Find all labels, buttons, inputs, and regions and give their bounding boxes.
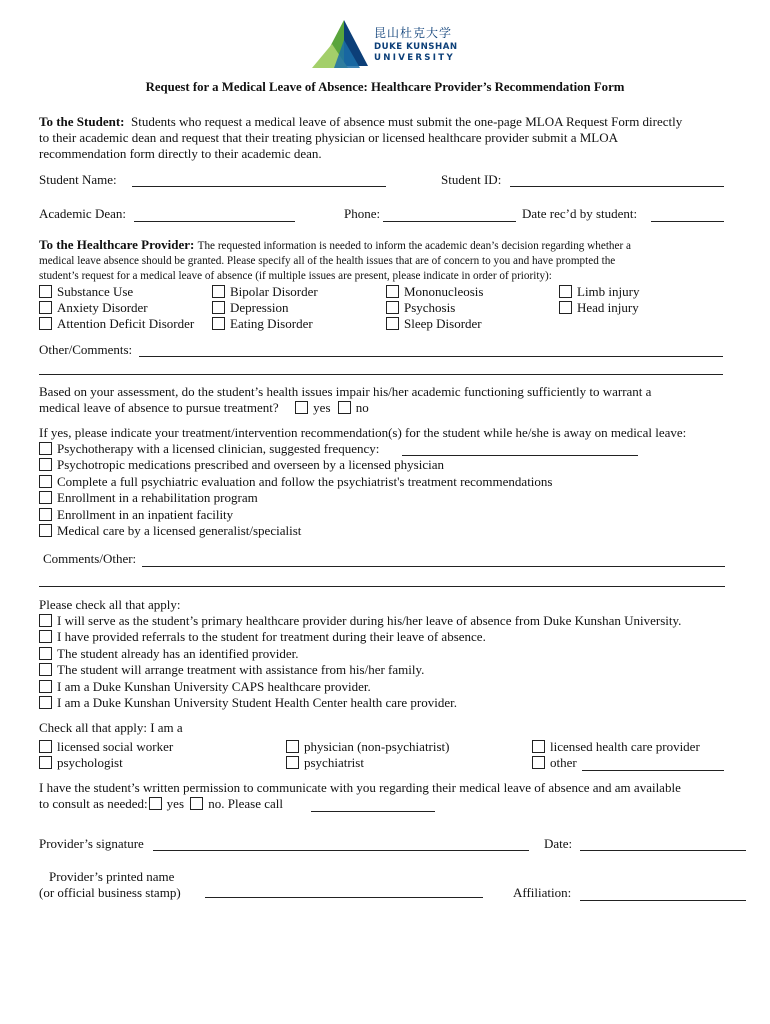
statement-label: I have provided referrals to the student for treatment during their leave of absence. (57, 629, 486, 645)
checkbox[interactable] (149, 797, 162, 810)
issue-option[interactable] (39, 316, 194, 332)
provider-intro-line1: The requested information is needed to inform the academic dean’s decision regarding whether a (197, 240, 631, 252)
recommendation-label: Enrollment in a rehabilitation program (57, 490, 258, 506)
issue-label: Depression (230, 300, 289, 315)
role-label: licensed health care provider (550, 739, 700, 754)
student-id-label: Student ID: (441, 172, 502, 187)
issue-option[interactable] (39, 300, 148, 316)
recommendation-label: Enrollment in an inpatient facility (57, 506, 234, 522)
checkbox[interactable] (212, 301, 225, 314)
comments-other-field[interactable] (142, 566, 725, 567)
student-name-field[interactable] (132, 186, 386, 187)
issue-option[interactable] (386, 300, 455, 316)
printed-name-sublabel: (or official business stamp) (39, 885, 181, 900)
checkbox[interactable] (295, 401, 308, 414)
checkbox[interactable] (39, 317, 52, 330)
role-option[interactable] (39, 755, 123, 771)
recommendation-label: Psychotropic medications prescribed and overseen by a licensed physician (57, 457, 444, 473)
other-comments-field[interactable] (139, 356, 723, 357)
checkbox[interactable] (338, 401, 351, 414)
issue-label: Bipolar Disorder (230, 284, 318, 299)
check-all-intro: Please check all that apply: (39, 597, 181, 612)
printed-name-field[interactable] (205, 897, 483, 898)
checkbox[interactable] (190, 797, 203, 810)
issue-label: Limb injury (577, 284, 640, 299)
checkbox[interactable] (286, 756, 299, 769)
comments-other-label: Comments/Other: (43, 551, 137, 566)
logo-english-line2: UNIVERSITY (374, 53, 455, 63)
recommendation-item[interactable] (39, 457, 552, 473)
statement-label: I am a Duke Kunshan University Student Health Center health care provider. (57, 695, 457, 711)
student-instructions (39, 114, 739, 162)
yes-label: yes (313, 400, 331, 415)
role-option[interactable] (39, 739, 173, 755)
issue-option[interactable] (559, 300, 639, 316)
statement-item[interactable] (39, 662, 681, 678)
recommendation-item[interactable] (39, 523, 552, 539)
phone-label: Phone: (344, 206, 381, 221)
checkbox[interactable] (39, 442, 52, 455)
form-title: Request for a Medical Leave of Absence: Healthcare Provider’s Recommendation Form (145, 80, 625, 94)
provider-statements-list (39, 613, 681, 711)
checkbox[interactable] (39, 740, 52, 753)
role-label: licensed social worker (57, 739, 174, 754)
date-received-field[interactable] (651, 221, 724, 222)
assessment-no-option[interactable] (334, 400, 369, 415)
student-name-label: Student Name: (39, 172, 117, 187)
role-label: psychiatrist (304, 755, 364, 770)
issue-option[interactable] (212, 316, 313, 332)
role-label: psychologist (57, 755, 123, 770)
role-option[interactable] (532, 739, 700, 755)
statement-label: The student already has an identified provider. (57, 645, 299, 661)
logo-chinese-name: 昆山杜克大学 (374, 26, 453, 40)
permission-statement (39, 780, 749, 812)
affiliation-label: Affiliation: (513, 885, 572, 900)
checkbox[interactable] (39, 756, 52, 769)
issue-option[interactable] (39, 284, 133, 300)
role-intro: Check all that apply: I am a (39, 720, 183, 735)
role-label: physician (non-psychiatrist) (304, 739, 450, 754)
checkbox[interactable] (286, 740, 299, 753)
university-logo (312, 18, 462, 70)
provider-intro-line2: medical leave absence should be granted. Please specify all of the health issues that are of concern to you and have prompted the (39, 255, 616, 267)
academic-dean-label: Academic Dean: (39, 206, 126, 221)
checkbox[interactable] (39, 508, 52, 521)
permission-yes-option[interactable] (148, 796, 184, 811)
checkbox[interactable] (386, 301, 399, 314)
affiliation-field[interactable] (580, 900, 746, 901)
statement-label: I am a Duke Kunshan University CAPS healthcare provider. (57, 678, 371, 694)
recommendation-item[interactable] (39, 507, 552, 523)
role-option[interactable] (286, 739, 450, 755)
assessment-line1: Based on your assessment, do the student’s health issues impair his/her academic functioning sufficiently to warrant a (39, 384, 652, 399)
student-intro-line1: Students who request a medical leave of absence must submit the one-page MLOA Request Form directly (130, 114, 683, 129)
role-option[interactable] (532, 755, 577, 771)
phone-field[interactable] (383, 221, 516, 222)
assessment-question (39, 384, 749, 416)
checkbox[interactable] (39, 475, 52, 488)
issue-option[interactable] (386, 284, 483, 300)
checkbox[interactable] (386, 285, 399, 298)
statement-item[interactable] (39, 629, 681, 645)
no-label: no. Please call (208, 796, 283, 811)
statement-item[interactable] (39, 695, 681, 711)
checkbox[interactable] (386, 317, 399, 330)
checkbox[interactable] (532, 756, 545, 769)
recommendation-item[interactable] (39, 490, 552, 506)
checkbox[interactable] (39, 458, 52, 471)
permission-no-option[interactable] (187, 796, 283, 811)
comments-other-field-line2[interactable] (39, 586, 725, 587)
role-option[interactable] (286, 755, 364, 771)
permission-line1: I have the student’s written permission to communicate with you regarding their medical leave of absence and am available (39, 780, 681, 795)
academic-dean-field[interactable] (134, 221, 295, 222)
no-label: no (355, 400, 369, 415)
recommendation-label: Medical care by a licensed generalist/specialist (57, 523, 302, 539)
checkbox[interactable] (39, 491, 52, 504)
checkbox[interactable] (212, 317, 225, 330)
issue-label: Eating Disorder (230, 316, 313, 331)
checkbox[interactable] (39, 647, 52, 660)
provider-intro-line3: student’s request for a medical leave of absence (if multiple issues are present, please indicate in order of priority): (39, 270, 552, 282)
checkbox[interactable] (39, 524, 52, 537)
checkbox[interactable] (39, 630, 52, 643)
student-intro-line3: recommendation form directly to their academic dean. (39, 146, 322, 161)
statement-item[interactable] (39, 679, 681, 695)
issue-label: Anxiety Disorder (57, 300, 148, 315)
provider-instructions (39, 237, 739, 284)
permission-line2: to consult as needed: (39, 796, 148, 811)
recommendation-label: Psychotherapy with a licensed clinician, suggested frequency: (57, 441, 380, 456)
role-label: other (550, 755, 577, 770)
date-field[interactable] (580, 850, 746, 851)
student-intro-heading: To the Student: (39, 114, 125, 129)
statement-item[interactable] (39, 646, 681, 662)
yes-label: yes (166, 796, 185, 811)
issue-label: Head injury (577, 300, 639, 315)
printed-name-label: Provider’s printed name (49, 869, 175, 884)
logo-mark-icon (312, 18, 368, 70)
signature-label: Provider’s signature (39, 836, 144, 851)
checkbox[interactable] (39, 285, 52, 298)
signature-field[interactable] (153, 850, 529, 851)
statement-item[interactable] (39, 613, 681, 629)
date-received-label: Date rec’d by student: (522, 206, 638, 221)
assessment-line2: medical leave of absence to pursue treatment? (39, 400, 279, 415)
checkbox[interactable] (532, 740, 545, 753)
statement-label: I will serve as the student’s primary healthcare provider during his/her leave of absence from Duke Kunshan University. (57, 613, 682, 628)
issue-option[interactable] (559, 284, 639, 300)
issue-label: Substance Use (57, 284, 134, 299)
issue-label: Mononucleosis (404, 284, 484, 299)
other-comments-field-line2[interactable] (39, 374, 723, 375)
student-id-field[interactable] (510, 186, 724, 187)
issue-label: Sleep Disorder (404, 316, 482, 331)
checkbox[interactable] (212, 285, 225, 298)
recommendations-intro: If yes, please indicate your treatment/intervention recommendation(s) for the student while he/she is away on medical leave: (39, 425, 687, 440)
checkbox[interactable] (39, 614, 52, 627)
checkbox[interactable] (39, 663, 52, 676)
checkbox[interactable] (559, 285, 572, 298)
other-comments-label: Other/Comments: (39, 342, 133, 357)
role-other-field[interactable] (582, 770, 724, 771)
issue-option[interactable] (212, 284, 318, 300)
issue-label: Psychosis (404, 300, 456, 315)
issue-option[interactable] (386, 316, 482, 332)
issue-option[interactable] (212, 300, 289, 316)
checkbox[interactable] (39, 301, 52, 314)
logo-english-line1: DUKE KUNSHAN (374, 42, 458, 52)
provider-intro-heading: To the Healthcare Provider: (39, 237, 195, 252)
contact-phone-field[interactable] (311, 811, 435, 812)
assessment-yes-option[interactable] (285, 400, 330, 415)
frequency-field[interactable] (402, 455, 638, 456)
recommendation-item[interactable] (39, 474, 552, 490)
statement-label: The student will arrange treatment with assistance from his/her family. (57, 662, 425, 678)
recommendation-label: Complete a full psychiatric evaluation and follow the psychiatrist's treatment recommendations (57, 473, 553, 489)
student-intro-line2: to their academic dean and request that their treating physician or licensed healthcare provider submit a MLOA (39, 130, 619, 145)
checkbox[interactable] (39, 680, 52, 693)
checkbox[interactable] (39, 696, 52, 709)
checkbox[interactable] (559, 301, 572, 314)
issue-label: Attention Deficit Disorder (57, 316, 195, 331)
date-label: Date: (544, 836, 573, 851)
